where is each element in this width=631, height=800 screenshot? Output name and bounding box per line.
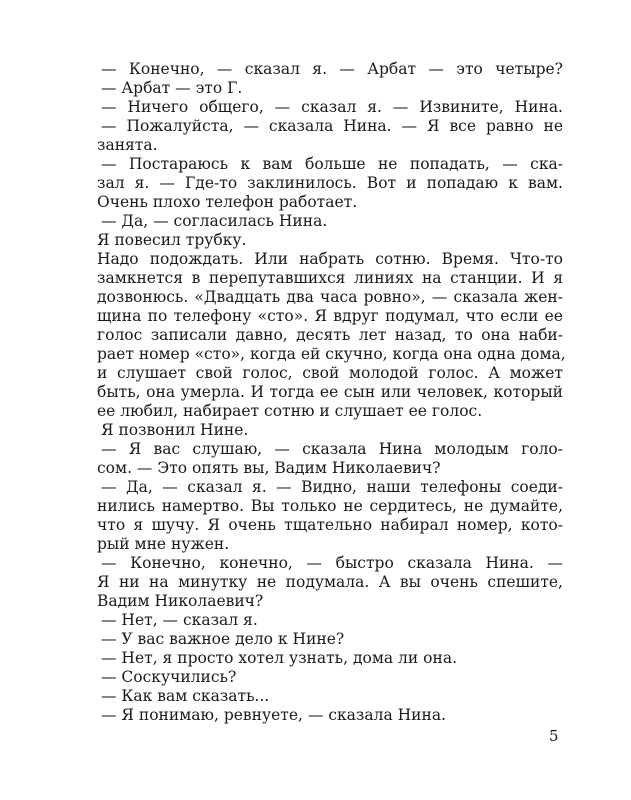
text-line: — Нет, — сказал я. [101,611,258,629]
text-line: — Ничего общего, — сказал я. — Извините, Нина. [101,98,563,116]
text-line: нились намертво. Вы только не сердитесь, не думайте, [97,497,563,515]
text-line: сом. — Это опять вы, Вадим Николаевич? [97,459,441,477]
text-line: Очень плохо телефон работает. [97,193,358,211]
text-line: ее любил, набирает сотню и слушает ее голос. [97,402,483,420]
page-number: 5 [549,727,559,745]
text-line: зал я. — Где-то заклинилось. Вот и попадаю к вам. [97,174,563,192]
text-line: Я позвонил Нине. [101,421,249,439]
text-line: — Да, — сказал я. — Видно, наши телефоны соеди- [101,478,563,496]
text-line: — Соскучились? [101,668,237,686]
text-line: — Конечно, — сказал я. — Арбат — это четыре? [101,60,563,78]
text-line: Надо подождать. Или набрать сотню. Время. Что-то [97,250,563,268]
text-line: — Я понимаю, ревнуете, — сказала Нина. [101,706,446,724]
text-line: щина по телефону «сто». Я вдруг подумал, что если ее [97,307,563,325]
text-line: быть, она умерла. И тогда ее сын или человек, который [97,383,563,401]
text-line: — Я вас слушаю, — сказала Нина молодым голо- [101,440,563,458]
text-line: замкнется в перепутавшихся линиях на станции. И я [97,269,563,287]
text-line: Вадим Николаевич? [97,592,264,610]
text-line: Я повесил трубку. [97,231,247,249]
text-line: — Постараюсь к вам больше не попадать, — ска- [101,155,563,173]
body-text [97,60,566,725]
text-line: Я ни на минутку не подумала. А вы очень спешите, [97,573,563,591]
text-line: — Конечно, конечно, — быстро сказала Нина. — [101,554,563,572]
text-line: — Как вам сказать... [101,687,270,705]
text-line: рает номер «сто», когда ей скучно, когда она одна дома, [97,345,566,363]
text-line: и слушает свой голос, свой молодой голос. А может [97,364,563,382]
text-line: рый мне нужен. [97,535,230,553]
text-line: — Нет, я просто хотел узнать, дома ли она. [101,649,457,667]
text-line: — У вас важное дело к Нине? [101,630,345,648]
text-line: — Пожалуйста, — сказала Нина. — Я все равно не [101,117,563,135]
text-line: — Да, — согласилась Нина. [101,212,328,230]
text-line: что я шучу. Я очень тщательно набирал номер, кото- [97,516,563,534]
text-line: голос записали давно, десять лет назад, то она наби- [97,326,563,344]
text-line: дозвонюсь. «Двадцать два часа ровно», — сказала жен- [97,288,563,306]
text-line: занята. [97,136,158,154]
text-line: — Арбат — это Г. [101,79,243,97]
